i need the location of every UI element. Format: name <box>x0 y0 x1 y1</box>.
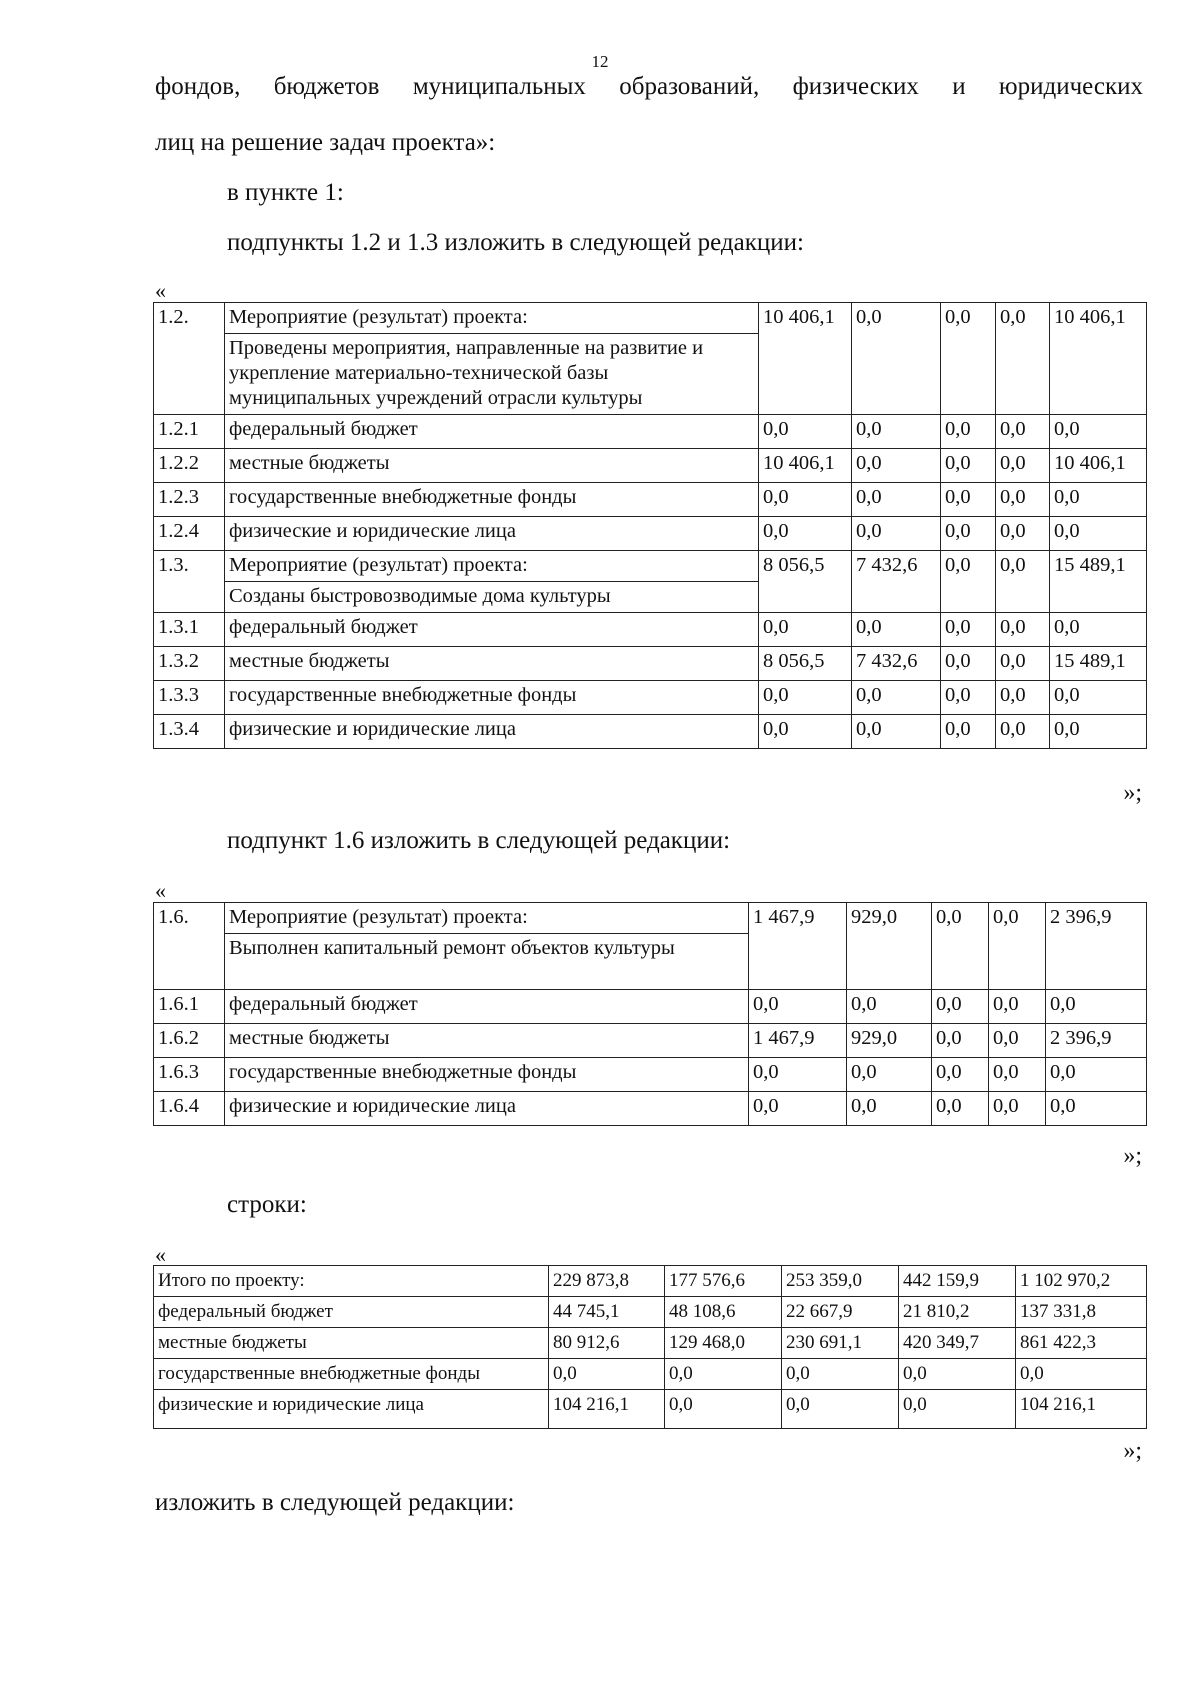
value-cell: 0,0 <box>749 990 847 1024</box>
row-description: Выполнен капитальный ремонт объектов культуры <box>225 934 749 990</box>
row-number: 1.6.2 <box>154 1024 225 1058</box>
row-label: физические и юридические лица <box>154 1390 549 1429</box>
value-cell: 0,0 <box>847 1058 932 1092</box>
table-row <box>154 449 1147 483</box>
intro-line-4: подпункты 1.2 и 1.3 изложить в следующей редакции: <box>227 229 804 256</box>
close-quote-2: »; <box>1123 1143 1142 1169</box>
table-row <box>154 303 1147 334</box>
table-row <box>154 1024 1147 1058</box>
table-row <box>154 613 1147 647</box>
value-cell: 1 102 970,2 <box>1016 1266 1147 1297</box>
value-cell: 0,0 <box>749 1092 847 1126</box>
value-cell: 0,0 <box>1050 415 1147 449</box>
row-number: 1.6.3 <box>154 1058 225 1092</box>
value-cell: 0,0 <box>1046 990 1147 1024</box>
value-cell: 0,0 <box>852 517 941 551</box>
value-cell: 0,0 <box>932 1058 989 1092</box>
value-cell: 0,0 <box>759 715 852 749</box>
value-cell: 0,0 <box>852 415 941 449</box>
row-label: местные бюджеты <box>154 1328 549 1359</box>
open-quote-1: « <box>155 278 166 303</box>
value-cell: 8 056,5 <box>759 647 852 681</box>
value-cell: 0,0 <box>941 647 996 681</box>
open-quote-3: « <box>155 1242 166 1267</box>
row-label: физические и юридические лица <box>225 1092 749 1126</box>
value-cell: 22 667,9 <box>782 1297 899 1328</box>
table-row <box>154 681 1147 715</box>
value-cell: 0,0 <box>1016 1359 1147 1390</box>
value-cell: 0,0 <box>759 517 852 551</box>
value-cell: 137 331,8 <box>1016 1297 1147 1328</box>
value-cell: 104 216,1 <box>549 1390 665 1429</box>
row-description: Проведены мероприятия, направленные на развитие и укрепление материально-технической базы муниципальных учреждений отрасли культуры <box>225 334 759 415</box>
value-cell: 0,0 <box>759 613 852 647</box>
value-cell: 0,0 <box>847 990 932 1024</box>
value-cell: 0,0 <box>932 1092 989 1126</box>
row-number: 1.6.1 <box>154 990 225 1024</box>
intro-line-3: в пункте 1: <box>227 179 344 206</box>
value-cell: 0,0 <box>1046 1058 1147 1092</box>
paragraph-final: изложить в следующей редакции: <box>155 1489 515 1516</box>
row-number: 1.3.3 <box>154 681 225 715</box>
value-cell: 0,0 <box>996 715 1050 749</box>
value-cell: 0,0 <box>782 1359 899 1390</box>
value-cell: 0,0 <box>1046 1092 1147 1126</box>
value-cell: 0,0 <box>941 483 996 517</box>
value-cell: 0,0 <box>989 1092 1046 1126</box>
table-row <box>154 415 1147 449</box>
value-cell: 0,0 <box>989 990 1046 1024</box>
table-row <box>154 1359 1147 1390</box>
value-cell: 177 576,6 <box>665 1266 782 1297</box>
value-cell: 0,0 <box>996 517 1050 551</box>
value-cell: 10 406,1 <box>1050 449 1147 483</box>
row-label: физические и юридические лица <box>225 715 759 749</box>
value-cell: 0,0 <box>665 1390 782 1429</box>
value-cell: 48 108,6 <box>665 1297 782 1328</box>
value-cell: 0,0 <box>852 613 941 647</box>
value-cell: 0,0 <box>941 551 996 613</box>
value-cell: 0,0 <box>1050 715 1147 749</box>
value-cell: 0,0 <box>1050 483 1147 517</box>
table-subitems-1-2-1-3 <box>153 302 1147 749</box>
row-label: местные бюджеты <box>225 647 759 681</box>
value-cell: 253 359,0 <box>782 1266 899 1297</box>
value-cell: 104 216,1 <box>1016 1390 1147 1429</box>
value-cell: 0,0 <box>759 681 852 715</box>
row-number: 1.2.3 <box>154 483 225 517</box>
table-row <box>154 517 1147 551</box>
table-row <box>154 990 1147 1024</box>
value-cell: 0,0 <box>996 483 1050 517</box>
value-cell: 0,0 <box>899 1359 1016 1390</box>
table-row <box>154 903 1147 934</box>
row-label: физические и юридические лица <box>225 517 759 551</box>
open-quote-2: « <box>155 878 166 903</box>
row-label: государственные внебюджетные фонды <box>225 483 759 517</box>
table-row <box>154 1297 1147 1328</box>
row-label: федеральный бюджет <box>225 613 759 647</box>
row-label: Мероприятие (результат) проекта: <box>225 303 759 334</box>
row-label: Мероприятие (результат) проекта: <box>225 903 749 934</box>
value-cell: 229 873,8 <box>549 1266 665 1297</box>
value-cell: 0,0 <box>1050 517 1147 551</box>
value-cell: 0,0 <box>996 449 1050 483</box>
row-label: местные бюджеты <box>225 449 759 483</box>
value-cell: 1 467,9 <box>749 1024 847 1058</box>
value-cell: 0,0 <box>847 1092 932 1126</box>
value-cell: 21 810,2 <box>899 1297 1016 1328</box>
value-cell: 0,0 <box>899 1390 1016 1429</box>
table-project-totals <box>153 1265 1147 1429</box>
value-cell: 7 432,6 <box>852 647 941 681</box>
value-cell: 0,0 <box>996 647 1050 681</box>
value-cell: 0,0 <box>996 303 1050 415</box>
value-cell: 442 159,9 <box>899 1266 1016 1297</box>
value-cell: 0,0 <box>996 415 1050 449</box>
value-cell: 0,0 <box>932 1024 989 1058</box>
value-cell: 0,0 <box>749 1058 847 1092</box>
row-number: 1.2.4 <box>154 517 225 551</box>
row-number: 1.3. <box>154 551 225 613</box>
value-cell: 0,0 <box>989 903 1046 990</box>
value-cell: 0,0 <box>852 303 941 415</box>
value-cell: 0,0 <box>759 483 852 517</box>
value-cell: 44 745,1 <box>549 1297 665 1328</box>
value-cell: 0,0 <box>665 1359 782 1390</box>
row-label: Итого по проекту: <box>154 1266 549 1297</box>
paragraph-1-6: подпункт 1.6 изложить в следующей редакции: <box>227 827 731 854</box>
value-cell: 0,0 <box>1050 613 1147 647</box>
table-row <box>154 1092 1147 1126</box>
value-cell: 861 422,3 <box>1016 1328 1147 1359</box>
row-description: Созданы быстровозводимые дома культуры <box>225 582 759 613</box>
row-label: федеральный бюджет <box>154 1297 549 1328</box>
value-cell: 0,0 <box>1050 681 1147 715</box>
row-number: 1.3.1 <box>154 613 225 647</box>
row-label: Мероприятие (результат) проекта: <box>225 551 759 582</box>
row-number: 1.6. <box>154 903 225 990</box>
value-cell: 10 406,1 <box>1050 303 1147 415</box>
page-number: 12 <box>591 52 609 71</box>
value-cell: 15 489,1 <box>1050 647 1147 681</box>
value-cell: 129 468,0 <box>665 1328 782 1359</box>
value-cell: 0,0 <box>989 1058 1046 1092</box>
value-cell: 929,0 <box>847 903 932 990</box>
value-cell: 0,0 <box>852 449 941 483</box>
value-cell: 0,0 <box>996 551 1050 613</box>
value-cell: 0,0 <box>932 903 989 990</box>
row-number: 1.2. <box>154 303 225 415</box>
value-cell: 80 912,6 <box>549 1328 665 1359</box>
row-number: 1.3.2 <box>154 647 225 681</box>
value-cell: 0,0 <box>989 1024 1046 1058</box>
value-cell: 230 691,1 <box>782 1328 899 1359</box>
row-label: государственные внебюджетные фонды <box>225 1058 749 1092</box>
value-cell: 0,0 <box>941 449 996 483</box>
value-cell: 15 489,1 <box>1050 551 1147 613</box>
row-number: 1.2.1 <box>154 415 225 449</box>
value-cell: 0,0 <box>996 613 1050 647</box>
value-cell: 0,0 <box>941 303 996 415</box>
value-cell: 0,0 <box>852 483 941 517</box>
value-cell: 0,0 <box>549 1359 665 1390</box>
intro-line-2: лиц на решение задач проекта»: <box>155 129 496 156</box>
value-cell: 0,0 <box>852 715 941 749</box>
row-number: 1.2.2 <box>154 449 225 483</box>
table-row <box>154 1058 1147 1092</box>
value-cell: 0,0 <box>941 715 996 749</box>
table-row <box>154 483 1147 517</box>
value-cell: 420 349,7 <box>899 1328 1016 1359</box>
value-cell: 0,0 <box>941 415 996 449</box>
table-row <box>154 647 1147 681</box>
value-cell: 0,0 <box>759 415 852 449</box>
intro-line-1: фондов, бюджетов муниципальных образований, физических и юридических <box>155 73 1143 100</box>
close-quote-3: »; <box>1123 1438 1142 1464</box>
value-cell: 2 396,9 <box>1046 903 1147 990</box>
value-cell: 7 432,6 <box>852 551 941 613</box>
table-row <box>154 551 1147 582</box>
value-cell: 929,0 <box>847 1024 932 1058</box>
value-cell: 0,0 <box>941 517 996 551</box>
table-subitem-1-6 <box>153 902 1147 1126</box>
value-cell: 0,0 <box>941 613 996 647</box>
value-cell: 10 406,1 <box>759 303 852 415</box>
value-cell: 0,0 <box>996 681 1050 715</box>
table-row <box>154 715 1147 749</box>
value-cell: 0,0 <box>932 990 989 1024</box>
value-cell: 1 467,9 <box>749 903 847 990</box>
row-label: государственные внебюджетные фонды <box>225 681 759 715</box>
value-cell: 8 056,5 <box>759 551 852 613</box>
table-row <box>154 1390 1147 1429</box>
value-cell: 10 406,1 <box>759 449 852 483</box>
row-number: 1.6.4 <box>154 1092 225 1126</box>
row-label: государственные внебюджетные фонды <box>154 1359 549 1390</box>
row-label: федеральный бюджет <box>225 990 749 1024</box>
table-row <box>154 1328 1147 1359</box>
value-cell: 2 396,9 <box>1046 1024 1147 1058</box>
close-quote-1: »; <box>1123 780 1142 806</box>
value-cell: 0,0 <box>852 681 941 715</box>
paragraph-rows: строки: <box>227 1191 307 1218</box>
value-cell: 0,0 <box>941 681 996 715</box>
table-row <box>154 1266 1147 1297</box>
row-number: 1.3.4 <box>154 715 225 749</box>
value-cell: 0,0 <box>782 1390 899 1429</box>
row-label: местные бюджеты <box>225 1024 749 1058</box>
row-label: федеральный бюджет <box>225 415 759 449</box>
